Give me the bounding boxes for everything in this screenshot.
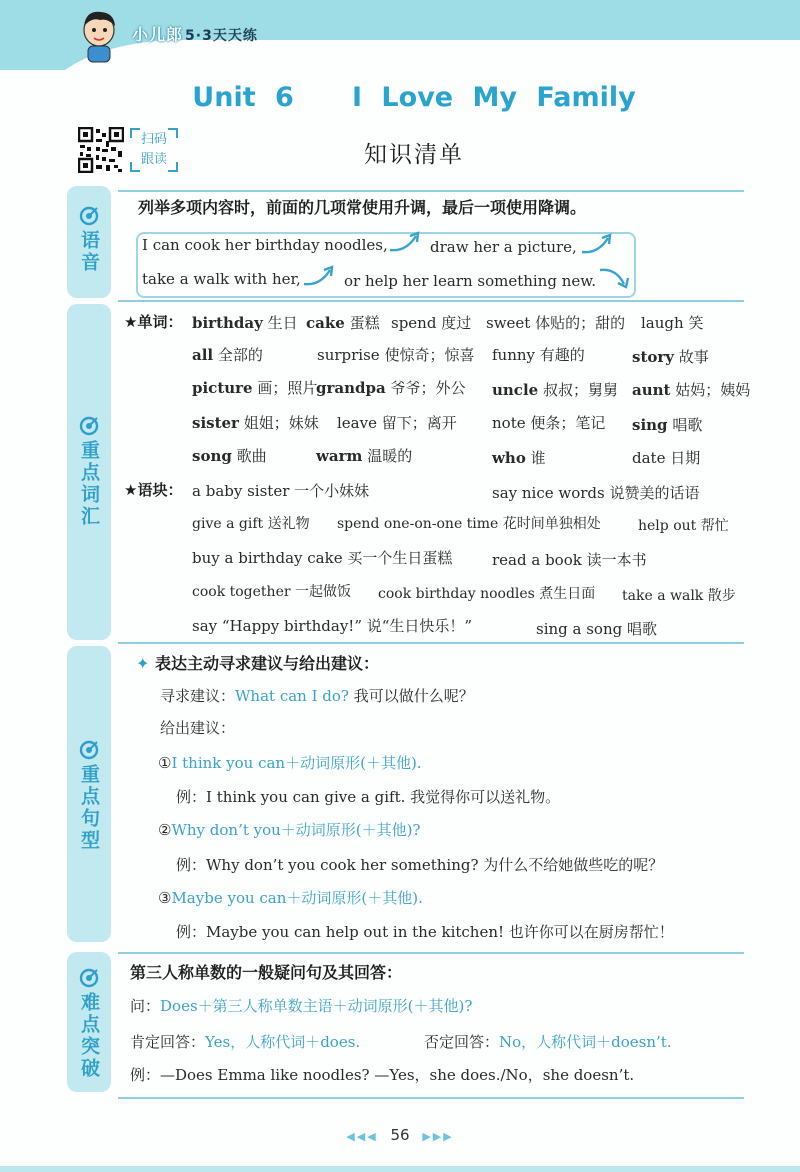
divider bbox=[118, 1097, 744, 1099]
pron-line2b: or help her learn something new. bbox=[344, 272, 597, 290]
word-entry: cake 蛋糕 bbox=[306, 314, 380, 332]
example-2: 例：Why don’t you cook her something? 为什么不给她做些吃的呢？ bbox=[176, 856, 664, 874]
word-entry: sister 姐姐；妹妹 bbox=[192, 414, 319, 432]
phrase-entry: take a walk 散步 bbox=[622, 588, 736, 604]
target-icon bbox=[79, 968, 99, 988]
word-entry: warm 温暖的 bbox=[316, 447, 413, 465]
question-pattern: 问：Does＋第三人称单数主语＋动词原形(＋其他)? bbox=[130, 997, 473, 1015]
example-3: 例：Maybe you can help out in the kitchen! 也许你可以在厨房帮忙！ bbox=[176, 923, 674, 941]
word-entry: who 谁 bbox=[492, 449, 546, 467]
tab-pronunciation bbox=[67, 186, 111, 298]
pattern-3: ③Maybe you can＋动词原形(＋其他). bbox=[158, 889, 423, 907]
mascot-icon bbox=[74, 8, 124, 64]
word-entry: birthday 生日 bbox=[192, 314, 298, 332]
unit-title: Unit 6 I Love My Family bbox=[192, 82, 636, 113]
word-entry: uncle 叔叔；舅舅 bbox=[492, 381, 618, 399]
word-entry: note 便条；笔记 bbox=[492, 414, 606, 432]
tab-label: 重点词汇 bbox=[78, 440, 100, 528]
word-entry: spend 度过 bbox=[391, 314, 472, 332]
word-entry: surprise 使惊奇；惊喜 bbox=[317, 346, 475, 364]
divider bbox=[118, 952, 744, 954]
difficulties-example: 例：—Does Emma like noodles? —Yes，she does./No，she doesn’t. bbox=[130, 1066, 635, 1084]
phrase-entry: a baby sister 一个小妹妹 bbox=[192, 482, 370, 500]
brand bbox=[132, 22, 258, 45]
word-entry: all 全部的 bbox=[192, 346, 263, 364]
target-icon bbox=[79, 416, 99, 436]
divider bbox=[118, 642, 744, 644]
pronunciation-rule: 列举多项内容时，前面的几项常使用升调，最后一项使用降调。 bbox=[138, 198, 587, 217]
phrases-label: ★语块： bbox=[124, 481, 183, 499]
diamond-icon: ✦ bbox=[136, 654, 150, 673]
pron-line2a: take a walk with her, bbox=[142, 270, 301, 288]
word-entry: aunt 姑妈；姨妈 bbox=[632, 381, 751, 399]
scan-line2: 跟读 bbox=[140, 152, 167, 167]
target-icon bbox=[79, 740, 99, 760]
word-entry: laugh 笑 bbox=[641, 314, 704, 332]
word-entry: song 歌曲 bbox=[192, 447, 267, 465]
words-label: ★单词： bbox=[124, 313, 183, 331]
answer-no: 否定回答：No，人称代词＋doesn’t. bbox=[424, 1033, 672, 1051]
pattern-1: ①I think you can＋动词原形(＋其他). bbox=[158, 754, 422, 772]
word-entry: date 日期 bbox=[632, 449, 701, 467]
phrase-entry: give a gift 送礼物 bbox=[192, 516, 310, 532]
sentences-heading: ✦ 表达主动寻求建议与给出建议： bbox=[136, 654, 379, 673]
tab-vocabulary bbox=[67, 304, 111, 640]
word-entry: sing 唱歌 bbox=[632, 416, 703, 434]
answer-yes: 肯定回答：Yes，人称代词＋does. bbox=[130, 1033, 361, 1051]
phrase-entry: sing a song 唱歌 bbox=[536, 620, 657, 638]
phrase-entry: cook birthday noodles 煮生日面 bbox=[378, 586, 596, 602]
rising-arrow-icon bbox=[580, 232, 614, 256]
rising-arrow-icon bbox=[388, 230, 422, 254]
word-entry: picture 画；照片 bbox=[192, 379, 318, 397]
phrase-entry: cook together 一起做饭 bbox=[192, 584, 352, 600]
tab-sentences bbox=[67, 646, 111, 942]
pron-line1a: I can cook her birthday noodles, bbox=[142, 236, 388, 254]
tab-difficulties bbox=[67, 952, 111, 1092]
word-entry: funny 有趣的 bbox=[492, 346, 585, 364]
divider bbox=[118, 190, 744, 192]
word-entry: leave 留下；离开 bbox=[337, 414, 457, 432]
give-advice-label: 给出建议： bbox=[160, 719, 236, 737]
scan-line1: 扫码 bbox=[140, 132, 167, 147]
difficulties-heading: 第三人称单数的一般疑问句及其回答： bbox=[130, 963, 403, 982]
target-icon bbox=[79, 206, 99, 226]
phrase-entry: spend one-on-one time 花时间单独相处 bbox=[337, 516, 601, 532]
page-number: 56 bbox=[390, 1126, 410, 1144]
pattern-2: ②Why don’t you＋动词原形(＋其他)? bbox=[158, 821, 421, 839]
divider bbox=[118, 300, 744, 302]
falling-arrow-icon bbox=[598, 266, 632, 290]
tab-label: 语音 bbox=[78, 230, 100, 274]
example-1: 例：I think you can give a gift. 我觉得你可以送礼物。 bbox=[176, 788, 561, 806]
phrase-entry: buy a birthday cake 买一个生日蛋糕 bbox=[192, 549, 453, 567]
section-subtitle: 知识清单 bbox=[364, 142, 464, 168]
pron-line1b: draw her a picture, bbox=[430, 238, 577, 256]
tab-label: 难点突破 bbox=[78, 992, 100, 1080]
ask-advice-line: 寻求建议：What can I do? 我可以做什么呢？ bbox=[160, 687, 474, 705]
bottom-band bbox=[0, 1166, 800, 1172]
phrase-entry: read a book 读一本书 bbox=[492, 551, 647, 569]
phrase-entry: say nice words 说赞美的话语 bbox=[492, 484, 700, 502]
tab-label: 重点句型 bbox=[78, 764, 100, 852]
page-footer bbox=[0, 1126, 800, 1144]
brand-name: 小儿郎 bbox=[132, 25, 184, 44]
left-arrows-icon: ◀◀◀ bbox=[346, 1130, 378, 1143]
rising-arrow-icon bbox=[302, 264, 336, 288]
brand-series: 5·3天天练 bbox=[185, 28, 258, 44]
phrase-entry: help out 帮忙 bbox=[638, 518, 729, 534]
word-entry: grandpa 爷爷；外公 bbox=[316, 379, 466, 397]
word-entry: story 故事 bbox=[632, 348, 709, 366]
phrase-entry: say “Happy birthday!” 说“生日快乐！” bbox=[192, 617, 473, 635]
right-arrows-icon: ▶▶▶ bbox=[422, 1130, 454, 1143]
word-entry: sweet 体贴的；甜的 bbox=[486, 314, 626, 332]
